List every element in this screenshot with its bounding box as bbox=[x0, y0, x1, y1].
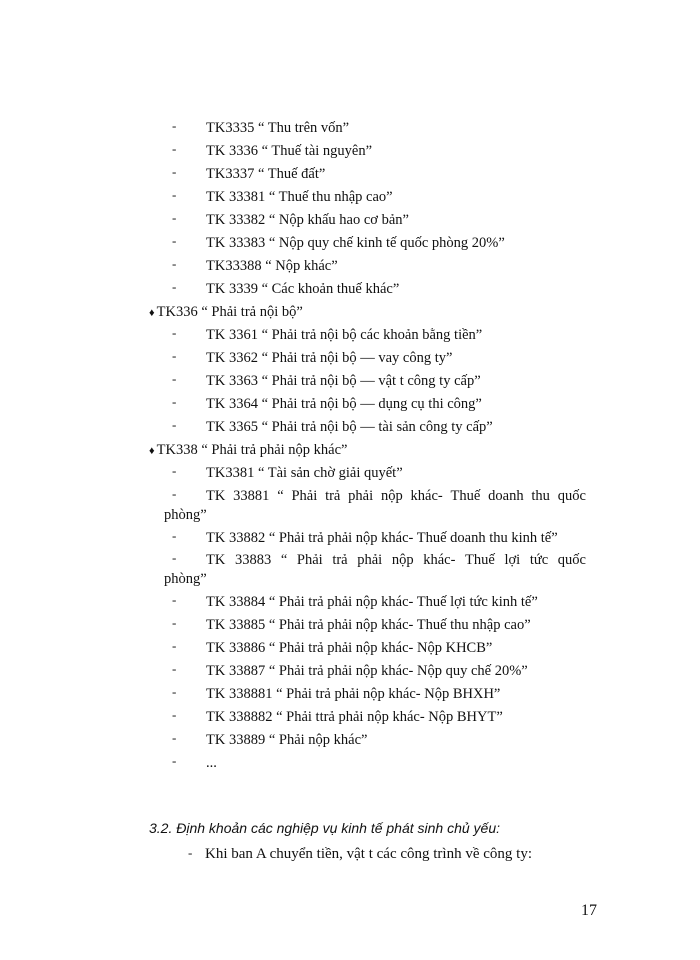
section-heading-tk336 bbox=[149, 303, 303, 322]
list-item: TK 33382 “ Nộp khấu hao cơ bản” bbox=[206, 212, 409, 228]
word: nộp bbox=[380, 488, 403, 504]
list-dash: - bbox=[172, 486, 177, 501]
word: Thuế bbox=[465, 552, 495, 568]
list-dash: - bbox=[172, 394, 177, 409]
list-item: ... bbox=[206, 755, 217, 771]
list-dash: - bbox=[172, 118, 177, 133]
list-dash: - bbox=[172, 233, 177, 248]
heading-text: TK338 “ Phải trả phải nộp khác” bbox=[156, 442, 348, 458]
word: thu bbox=[531, 488, 550, 504]
list-item-continuation: phòng” bbox=[164, 507, 207, 523]
list-dash: - bbox=[188, 845, 193, 860]
list-dash: - bbox=[172, 592, 177, 607]
list-item-continuation: phòng” bbox=[164, 571, 207, 587]
list-dash: - bbox=[172, 417, 177, 432]
list-dash: - bbox=[172, 279, 177, 294]
list-dash: - bbox=[172, 371, 177, 386]
list-item: TK 3336 “ Thuế tài nguyên” bbox=[206, 143, 373, 159]
list-dash: - bbox=[172, 550, 177, 565]
diamond-bullet-icon: ♦ bbox=[149, 307, 155, 319]
list-dash: - bbox=[172, 164, 177, 179]
list-item: TK 338882 “ Phải ttrả phải nộp khác- Nộp BHYT” bbox=[206, 709, 503, 725]
list-item: TK 3363 “ Phải trả nội bộ — vật t công ty cấp” bbox=[206, 373, 481, 389]
word: quốc bbox=[557, 488, 586, 504]
page-number: 17 bbox=[581, 902, 597, 919]
list-dash: - bbox=[172, 141, 177, 156]
word: “ bbox=[280, 552, 288, 568]
list-dash: - bbox=[172, 463, 177, 478]
word: phải bbox=[348, 488, 374, 504]
list-item: TK 33882 “ Phải trả phải nộp khác- Thuế doanh thu kinh tế” bbox=[206, 530, 558, 546]
word: khác- bbox=[423, 552, 456, 568]
list-item: TK 3361 “ Phải trả nội bộ các khoản bằng tiền” bbox=[206, 327, 483, 343]
list-item: TK3335 “ Thu trên vốn” bbox=[206, 120, 350, 136]
list-item: TK 33889 “ Phải nộp khác” bbox=[206, 732, 368, 748]
list-item: TK 3362 “ Phải trả nội bộ — vay công ty” bbox=[206, 350, 453, 366]
word: 33883 bbox=[234, 552, 272, 568]
list-dash: - bbox=[172, 210, 177, 225]
section-heading-tk338 bbox=[149, 441, 347, 460]
list-dash: - bbox=[172, 661, 177, 676]
list-item-justified bbox=[206, 487, 586, 505]
list-dash: - bbox=[172, 615, 177, 630]
word: doanh bbox=[488, 488, 524, 504]
word: lợi bbox=[504, 552, 521, 568]
diamond-bullet-icon: ♦ bbox=[149, 445, 155, 457]
list-item: TK 3365 “ Phải trả nội bộ — tài sản công ty cấp” bbox=[206, 419, 493, 435]
section-title: 3.2. Định khoản các nghiệp vụ kinh tế phát sinh chủ yếu: bbox=[149, 820, 501, 836]
list-dash: - bbox=[172, 256, 177, 271]
list-item: TK 338881 “ Phải trả phải nộp khác- Nộp BHXH” bbox=[206, 686, 501, 702]
list-item: TK3337 “ Thuế đất” bbox=[206, 166, 326, 182]
word: quốc bbox=[557, 552, 586, 568]
list-dash: - bbox=[172, 638, 177, 653]
word: TK bbox=[206, 488, 226, 504]
list-dash: - bbox=[172, 730, 177, 745]
word: Phải bbox=[291, 488, 318, 504]
list-dash: - bbox=[172, 684, 177, 699]
list-dash: - bbox=[172, 753, 177, 768]
list-dash: - bbox=[172, 707, 177, 722]
word: “ bbox=[277, 488, 284, 504]
word: TK bbox=[206, 552, 226, 568]
list-item: TK 33886 “ Phải trả phải nộp khác- Nộp KHCB” bbox=[206, 640, 493, 656]
list-dash: - bbox=[172, 528, 177, 543]
word: Phải bbox=[296, 552, 323, 568]
list-item: TK3381 “ Tài sản chờ giải quyết” bbox=[206, 465, 403, 481]
list-item: TK33388 “ Nộp khác” bbox=[206, 258, 338, 274]
word: 33881 bbox=[233, 488, 270, 504]
list-item: TK 3364 “ Phải trả nội bộ — dụng cụ thi công” bbox=[206, 396, 482, 412]
word: Thuế bbox=[450, 488, 481, 504]
list-item: TK 33885 “ Phải trả phải nộp khác- Thuế thu nhập cao” bbox=[206, 617, 531, 633]
list-item: TK 3339 “ Các khoản thuế khác” bbox=[206, 281, 400, 297]
list-dash: - bbox=[172, 325, 177, 340]
word: khác- bbox=[410, 488, 443, 504]
list-dash: - bbox=[172, 348, 177, 363]
word: trả bbox=[332, 552, 348, 568]
list-dash: - bbox=[172, 187, 177, 202]
list-item: TK 33887 “ Phải trả phải nộp khác- Nộp quy chế 20%” bbox=[206, 663, 528, 679]
list-item: TK 33381 “ Thuế thu nhập cao” bbox=[206, 189, 393, 205]
word: tức bbox=[529, 552, 549, 568]
bullet-paragraph: Khi ban A chuyển tiền, vật t các công trình về công ty: bbox=[205, 846, 532, 862]
list-item: TK 33383 “ Nộp quy chế kinh tế quốc phòng 20%” bbox=[206, 235, 505, 251]
word: nộp bbox=[391, 552, 414, 568]
word: trả bbox=[325, 488, 341, 504]
list-item-justified bbox=[206, 551, 586, 569]
heading-text: TK336 “ Phải trả nội bộ” bbox=[156, 304, 303, 320]
list-item: TK 33884 “ Phải trả phải nộp khác- Thuế lợi tức kinh tế” bbox=[206, 594, 538, 610]
word: phải bbox=[357, 552, 383, 568]
